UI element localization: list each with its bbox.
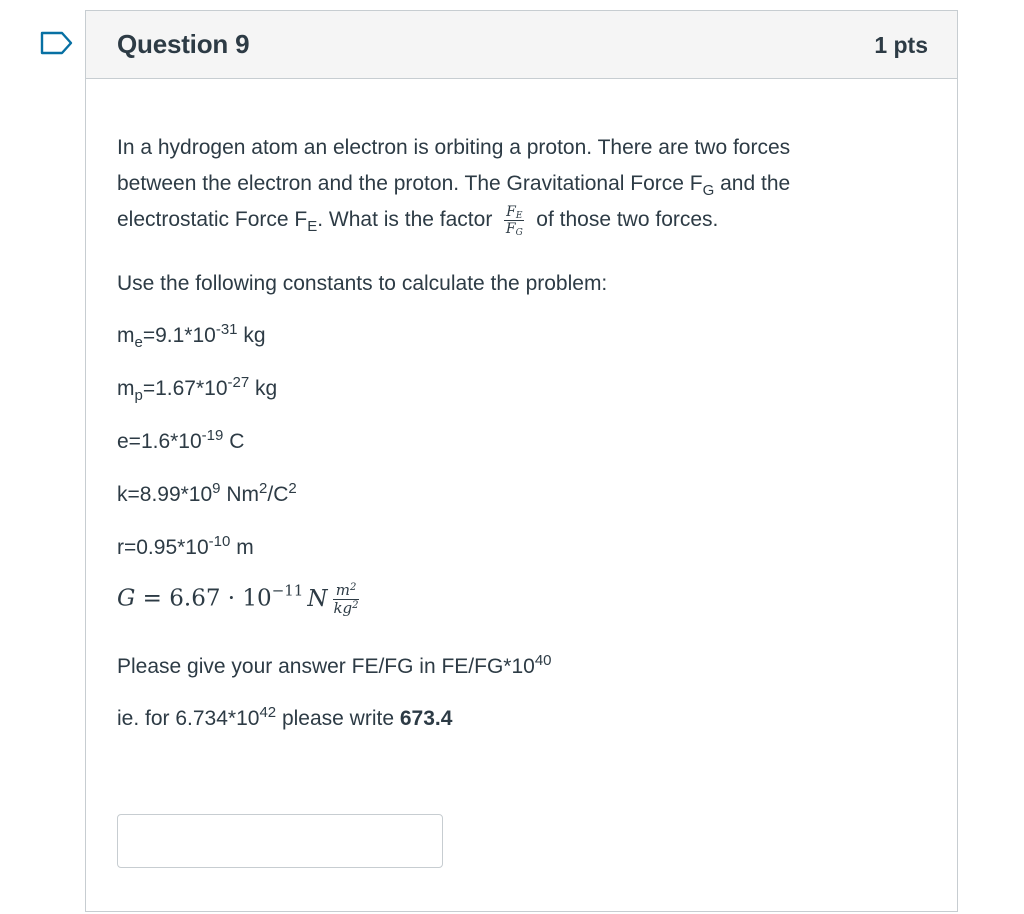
constant-radius: $r=0.95*10^{-10}$ m <box>117 533 254 559</box>
question-header <box>86 11 957 79</box>
constant-proton-mass: $m_p=1.67*10^{-27}$ kg <box>117 374 278 404</box>
gravitational-unit-fraction: $\frac{m^2}{kg^2}$ <box>333 581 359 617</box>
question-title: Question 9 <box>117 29 250 59</box>
force-ratio-fraction: $\frac{F_E}{F_G}$ <box>505 204 523 238</box>
constants-intro: Use the following constants to calculate the problem: <box>117 272 608 295</box>
question-line-2: between the electron and the proton. The Gravitational Force $F_G$ and the <box>117 172 791 199</box>
answer-example: ie. for $6.734*10^{42}$ please write 673.4 <box>117 704 453 730</box>
constant-electron-mass: $m_e=9.1*10^{-31}$ kg <box>117 321 266 351</box>
question-line-1: In a hydrogen atom an electron is orbiting a proton. There are two forces <box>117 136 791 159</box>
answer-input[interactable] <box>117 814 443 868</box>
question-card <box>85 10 958 912</box>
constant-coulomb: $k=8.99*10^9$ $Nm^2/C^2$ <box>117 480 297 506</box>
constant-elementary-charge: $e=1.6*10^{-19}$ C <box>117 427 245 453</box>
question-points: 1 pts <box>874 32 928 58</box>
answer-instruction: Please give your answer FE/FG in $FE/FG*10^{40}$ <box>117 652 552 678</box>
question-line-3: electrostatic Force $F_E$. What is the factor $\frac{F_E}{F_G}$ of those two forces. <box>117 204 719 238</box>
flag-outline-icon[interactable] <box>40 31 74 55</box>
constant-gravitational: $G = 6.67 \cdot 10^{-11}$ N $\frac{m^2}{kg^2}$ <box>117 581 359 617</box>
example-answer-value: 673.4 <box>399 707 453 730</box>
